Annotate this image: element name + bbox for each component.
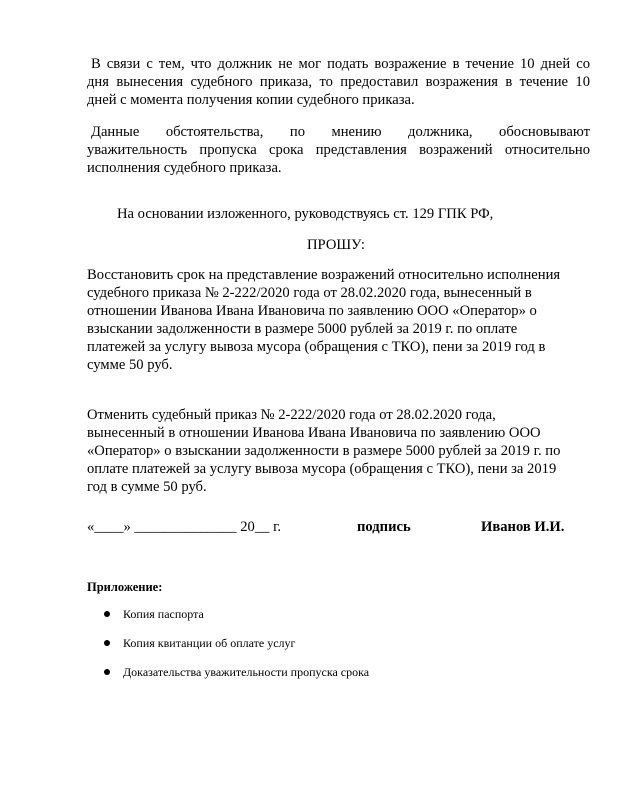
paragraph-line: Данные обстоятельства, по мнению должника, обосновывают (91, 124, 590, 140)
request-restore-deadline (87, 266, 582, 374)
attachments-list (100, 606, 369, 693)
attachment-label: Копия паспорта (123, 607, 204, 621)
paragraph-line: Отменить судебный приказ № 2-222/2020 года от 28.02.2020 года, (87, 407, 496, 423)
list-item (100, 635, 369, 664)
signer-name: Иванов И.И. (481, 519, 565, 535)
list-item (100, 664, 369, 693)
bullet-icon (104, 640, 110, 646)
request-title-text: ПРОШУ: (307, 237, 365, 253)
paragraph-line: платежей за услугу вывоза мусора (обращения с ТКО), пени за 2019 год в (87, 339, 546, 355)
attachment-label: Копия квитанции об оплате услуг (123, 636, 296, 650)
paragraph-line: сумме 50 руб. (87, 357, 173, 373)
request-cancel-order (87, 406, 582, 496)
paragraph-line: уважительность пропуска срока представления возражений относительно (87, 142, 590, 158)
paragraph-line: отношении Иванова Ивана Ивановича по заявлению ООО «Оператор» о (87, 303, 537, 319)
paragraph-line: оплате платежей за услугу вывоза мусора (обращения с ТКО), пени за 2019 (87, 461, 557, 477)
request-title (307, 236, 365, 254)
paragraph-line: вынесенный в отношении Иванова Ивана Ивановича по заявлению ООО (87, 425, 541, 441)
paragraph-line: взыскании задолженности в размере 5000 рублей за 2019 г. по оплате (87, 321, 518, 337)
paragraph-line: В связи с тем, что должник не мог подать возражение в течение 10 дней со (91, 56, 590, 72)
paragraph-circumstances (87, 123, 590, 177)
list-item (100, 606, 369, 635)
paragraph-line: «Оператор» о взыскании задолженности в размере 5000 рублей за 2019 г. по (87, 443, 561, 459)
basis-statement (117, 205, 493, 223)
signature-date: «____» ______________ 20__ г. (87, 519, 282, 535)
paragraph-delay-reason (87, 55, 590, 109)
paragraph-line: дня вынесения судебного приказа, то предоставил возражения в течение 10 (87, 74, 590, 90)
paragraph-line: дней с момента получения копии судебного приказа. (87, 92, 415, 108)
attachment-label: Доказательства уважительности пропуска срока (123, 665, 370, 679)
paragraph-line: исполнения судебного приказа. (87, 160, 282, 176)
bullet-icon (104, 611, 110, 617)
attachments-title: Приложение: (87, 580, 163, 594)
paragraph-line: год в сумме 50 руб. (87, 479, 207, 495)
bullet-icon (104, 669, 110, 675)
signature-label: подпись (357, 519, 411, 535)
paragraph-line: судебного приказа № 2-222/2020 года от 28.02.2020 года, вынесенный в (87, 285, 532, 301)
basis-text: На основании изложенного, руководствуясь ст. 129 ГПК РФ, (117, 206, 494, 222)
paragraph-line: Восстановить срок на представление возражений относительно исполнения (87, 267, 561, 283)
